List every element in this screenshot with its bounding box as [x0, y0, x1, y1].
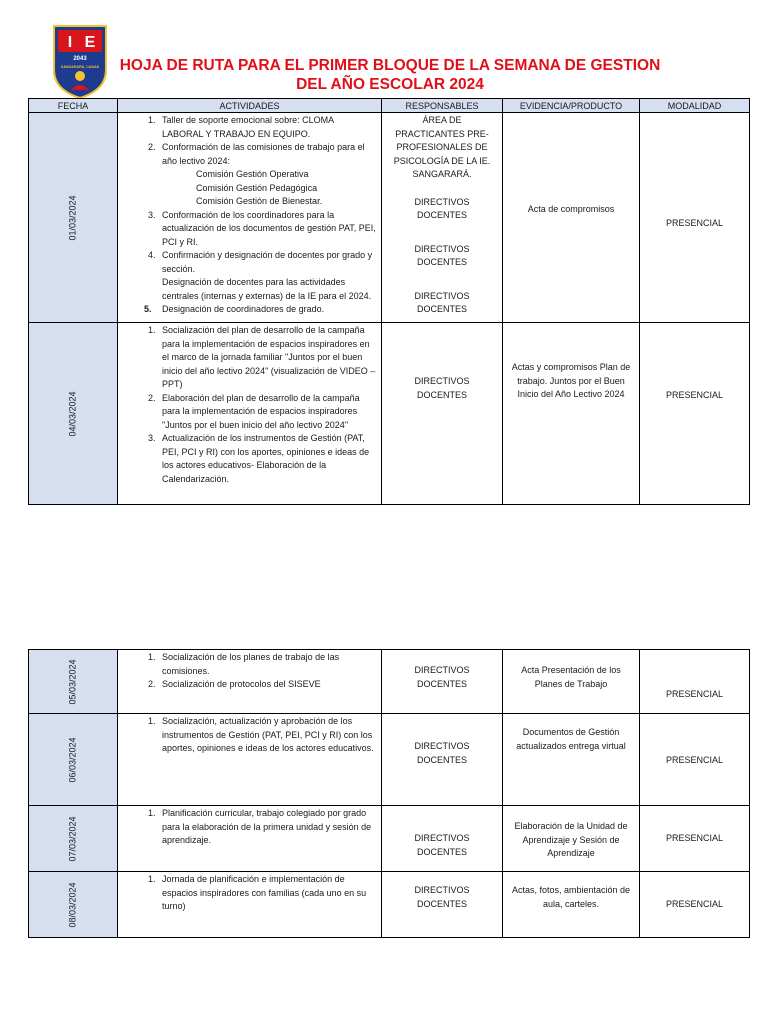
- school-crest-logo: [50, 24, 110, 100]
- responsables-cell: DIRECTIVOS DOCENTES: [382, 650, 503, 714]
- header-fecha: FECHA: [29, 99, 118, 113]
- table-row: [29, 113, 750, 323]
- date-text: 01/03/2024: [67, 194, 78, 241]
- activity-item: 2. Socialización de protocolos del SISEVE: [158, 678, 377, 692]
- schedule-table-page-1: [28, 98, 750, 505]
- activity-number: 5.: [144, 304, 152, 314]
- activity-subitem: Comisión Gestión Pedagógica: [196, 182, 318, 193]
- date-text: 05/03/2024: [67, 658, 78, 705]
- modality-cell: PRESENCIAL: [640, 113, 750, 323]
- table-row: [29, 323, 750, 505]
- responsable-text: DIRECTIVOS DOCENTES: [414, 290, 470, 314]
- activities-cell: [118, 714, 382, 806]
- activities-cell: [118, 650, 382, 714]
- activity-item: 4. Confirmación y designación de docentes por grado y sección.: [158, 249, 377, 276]
- activity-item: 1. Planificación curricular, trabajo colegiado por grado para la elaboración de la primera unidad y sesión de aprendizaje.: [158, 807, 377, 848]
- activity-item: 1. Socialización, actualización y aprobación de los instrumentos de Gestión (PAT, PEI, PCI y RI) con los aportes, opiniones e ideas de los actores educativos.: [158, 715, 377, 756]
- logo-place: SANGARARÁ, CANAS: [60, 65, 100, 69]
- activity-extra: Designación de docentes para las actividades centrales (internas y externas) de la IE para el 2024.: [162, 277, 372, 301]
- responsables-cell: DIRECTIVOS DOCENTES: [382, 323, 503, 505]
- activity-item: 3. Conformación de los coordinadores para la actualización de los documentos de gestión PAT, PEI, PCI y RI.: [158, 209, 377, 250]
- date-cell: [29, 872, 118, 938]
- responsables-cell: [382, 113, 503, 323]
- activity-item: 2. Conformación de las comisiones de trabajo para el año lectivo 2024:: [158, 141, 377, 168]
- responsable-text: DIRECTIVOS DOCENTES: [414, 196, 470, 220]
- activities-cell: [118, 323, 382, 505]
- activity-subitem: Comisión Gestión de Bienestar.: [196, 196, 323, 206]
- date-text: 06/03/2024: [67, 736, 78, 783]
- date-text: 08/03/2024: [67, 881, 78, 928]
- table-row: [29, 714, 750, 806]
- table-row: [29, 872, 750, 938]
- activity-item: Designación de coordinadores de grado.: [162, 304, 325, 314]
- responsables-cell: DIRECTIVOS DOCENTES: [382, 714, 503, 806]
- activity-item: 1. Socialización de los planes de trabajo de las comisiones.: [158, 651, 377, 678]
- activity-item: 1. Socialización del plan de desarrollo de la campaña para la implementación de espacios inspiradores en el marco de la jornada familiar "Juntos por el buen inicio del año lectivo 2024" (visualización de VIDEO –PPT): [158, 324, 377, 392]
- activities-cell: [118, 806, 382, 872]
- date-cell: [29, 714, 118, 806]
- evidence-cell: Documentos de Gestión actualizados entrega virtual: [503, 714, 640, 806]
- document-title: HOJA DE RUTA PARA EL PRIMER BLOQUE DE LA SEMANA DE GESTION DEL AÑO ESCOLAR 2024: [119, 57, 661, 93]
- activity-item: 3. Actualización de los instrumentos de Gestión (PAT, PEI, PCI y RI) con los aportes, opiniones e ideas de los actores educativos- Elaboración de la Calendarización.: [158, 432, 377, 486]
- activity-item: 2. Elaboración del plan de desarrollo de la campaña para la implementación de espacios inspiradores "Juntos por el buen inicio del año lectivo 2024": [158, 392, 377, 433]
- date-text: 07/03/2024: [67, 815, 78, 862]
- activity-item: 1. Taller de soporte emocional sobre: CLOMA LABORAL Y TRABAJO EN EQUIPO.: [158, 114, 377, 141]
- evidence-cell: Elaboración de la Unidad de Aprendizaje y Sesión de Aprendizaje: [503, 806, 640, 872]
- modality-cell: PRESENCIAL: [640, 806, 750, 872]
- activities-cell: [118, 872, 382, 938]
- responsable-text: ÁREA DE PRACTICANTES PRE-PROFESIONALES DE PSICOLOGÍA DE LA IE. SANGARARÁ.: [393, 115, 491, 179]
- modality-cell: PRESENCIAL: [640, 714, 750, 806]
- activities-cell: [118, 113, 382, 323]
- modality-cell: PRESENCIAL: [640, 650, 750, 714]
- activity-subitem: Comisión Gestión Operativa: [196, 169, 309, 179]
- schedule-table-page-2: [28, 649, 750, 938]
- activity-item: 1. Jornada de planificación e implementación de espacios inspiradores con familias (cada uno en su turno): [158, 873, 377, 914]
- date-cell: [29, 113, 118, 323]
- logo-number: 2043: [73, 56, 87, 62]
- responsables-cell: DIRECTIVOS DOCENTES: [382, 806, 503, 872]
- header-modalidad: MODALIDAD: [640, 99, 750, 113]
- header-evidencia: EVIDENCIA/PRODUCTO: [503, 99, 640, 113]
- evidence-cell: Acta Presentación de los Planes de Trabajo: [503, 650, 640, 714]
- logo-letter-i: I: [67, 34, 73, 51]
- header-responsables: RESPONSABLES: [382, 99, 503, 113]
- date-cell: [29, 650, 118, 714]
- modality-cell: PRESENCIAL: [640, 323, 750, 505]
- date-text: 04/03/2024: [67, 390, 78, 437]
- logo-letter-e: E: [84, 34, 96, 51]
- table-row: [29, 806, 750, 872]
- evidence-cell: Actas, fotos, ambientación de aula, carteles.: [503, 872, 640, 938]
- evidence-cell: Acta de compromisos: [503, 113, 640, 323]
- logo-figure-head-icon: [75, 71, 85, 81]
- header-actividades: ACTIVIDADES: [118, 99, 382, 113]
- table-header-row: [29, 99, 750, 113]
- date-cell: [29, 806, 118, 872]
- evidence-cell: Actas y compromisos Plan de trabajo. Juntos por el Buen Inicio del Año Lectivo 2024: [503, 323, 640, 505]
- responsable-text: DIRECTIVOS DOCENTES: [414, 243, 470, 267]
- modality-cell: PRESENCIAL: [640, 872, 750, 938]
- responsables-cell: DIRECTIVOS DOCENTES: [382, 872, 503, 938]
- table-row: [29, 650, 750, 714]
- date-cell: [29, 323, 118, 505]
